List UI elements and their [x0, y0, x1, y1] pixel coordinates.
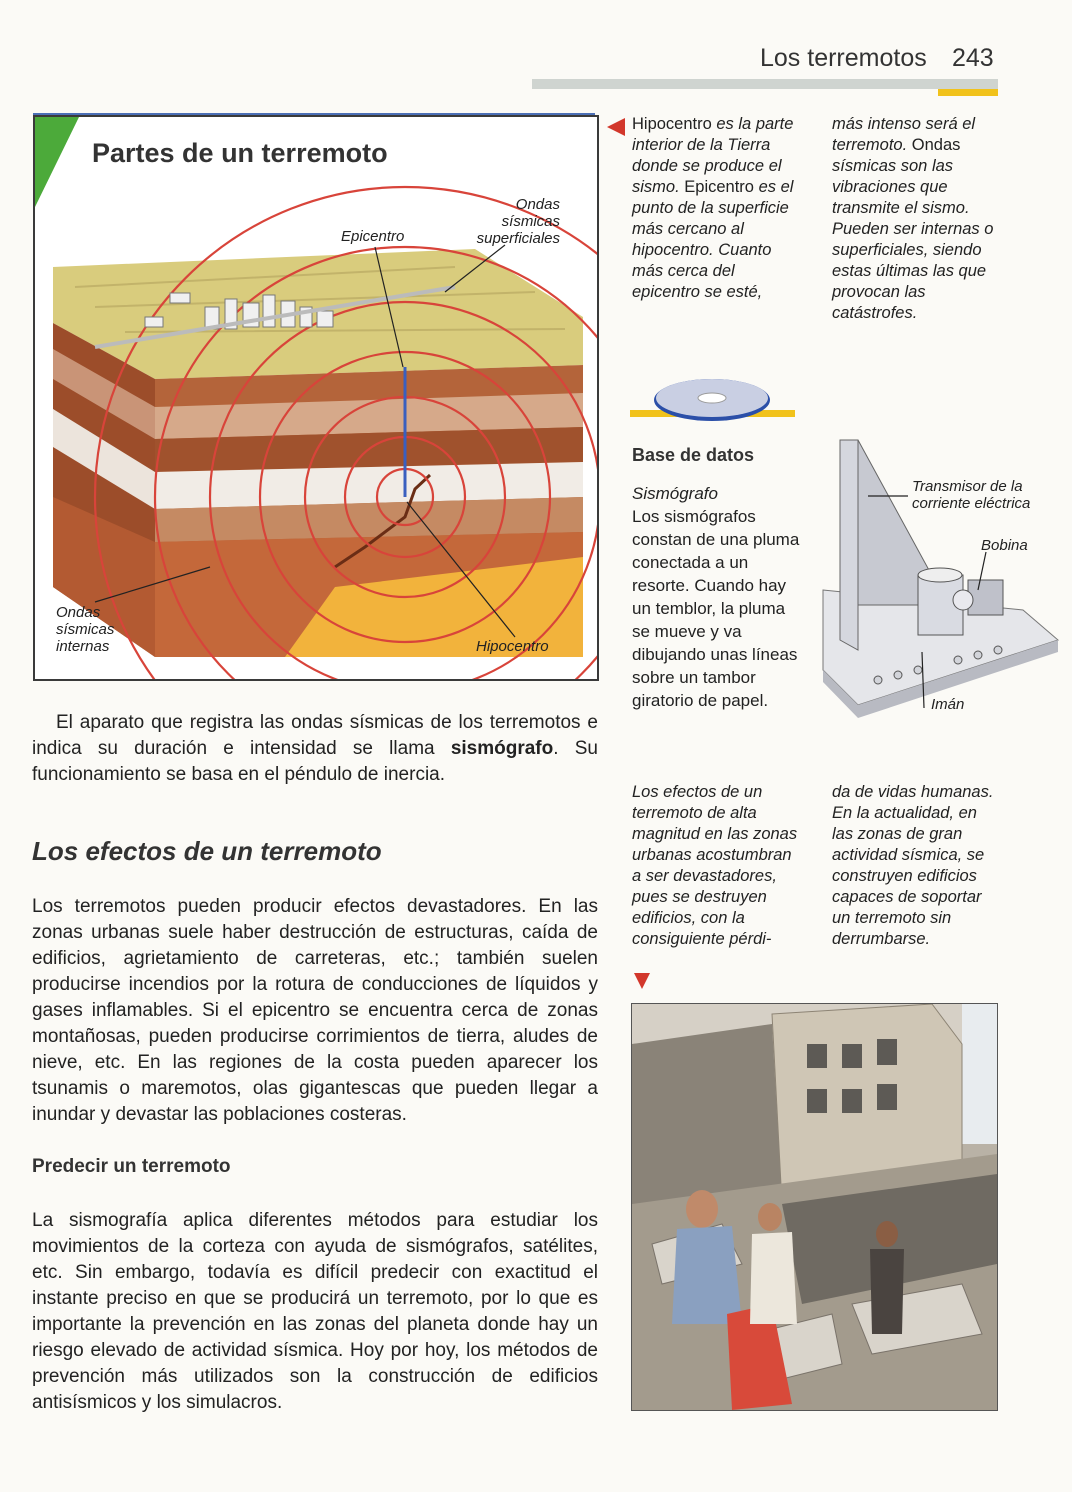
database-title: Base de datos	[632, 445, 755, 465]
database-term: Sismógrafo	[632, 484, 718, 503]
definition-column-1: Hipocentro es la parte interior de la Tierra donde se produce el sismo. Epicentro es el punto de la superficie más cercano al hipocentro. Cuanto más cerca del epicentro se esté,	[632, 115, 794, 301]
header-rule	[532, 79, 998, 89]
pointer-down-icon	[634, 973, 650, 989]
pointer-left-icon	[607, 118, 625, 136]
photo-caption-col1: Los efectos de un terremoto de alta magnitud en las zonas urbanas acostumbran a ser devastadores, pues se destruyen edificios, con la consiguiente pérdi-	[632, 783, 798, 948]
section-title: Los efectos de un terremoto	[32, 836, 382, 866]
label-transmitter: Transmisor de la corriente eléctrica	[912, 478, 1031, 512]
photo-caption-col2: da de vidas humanas. En la actualidad, en las zonas de gran actividad sísmica, se construyen edificios capaces de soportar un terremoto sin derrumbarse.	[832, 783, 994, 948]
cd-icon	[630, 376, 800, 436]
label-internal-waves: Ondas sísmicas internas	[56, 604, 115, 655]
predict-paragraph: La sismografía aplica diferentes métodos para estudiar los movimientos de la corteza con ayuda de sismógrafos, satélites, etc. Sin embargo, todavía es difícil predecir con exactitud el instante preciso en que se producirá un terremoto, por lo que es importante la prevención en las zonas del planeta donde hay un riesgo elevado de actividad sísmica. Hoy por hoy, los métodos de prevención más utilizados son la construcción de edificios antisísmicos y los simulacros.	[32, 1210, 598, 1413]
subsection-title: Predecir un terremoto	[32, 1156, 231, 1177]
label-surface-waves: Ondas sísmicas superficiales	[476, 196, 560, 247]
seismograph-illustration	[818, 430, 1063, 720]
page-number: 243	[952, 44, 994, 72]
intro-paragraph: El aparato que registra las ondas sísmicas de los terremotos e indica su duración e intensidad se llama sismógrafo. Su funcionamiento se basa en el péndulo de inercia.	[32, 712, 598, 785]
rubble-photo-illustration	[632, 1004, 997, 1410]
header-rule-accent	[938, 89, 998, 96]
definition-column-2: más intenso será el terremoto. Ondas sísmicas son las vibraciones que transmite el sismo. Pueden ser internas o superficiales, siendo estas últimas las que provocan las catástrofes.	[832, 115, 994, 322]
effects-paragraph: Los terremotos pueden producir efectos devastadores. En las zonas urbanas suele haber destrucción de estructuras, caída de edificios, agrietamiento de carreteras, etc.; también suelen producirse incendios por la rotura de conducciones de líquidos y gases inflamables. Si el epicentro se encuentra cerca de zonas montañosas, pueden producirse corrimientos de tierra, aludes de nieve, etc. En las regiones de la costa pueden aparecer los tsunamis o maremotos, olas gigantescas que pueden llegar a inundar y devastar las poblaciones costeras.	[32, 896, 598, 1125]
green-corner-accent	[35, 117, 79, 207]
label-hypocentre: Hipocentro	[476, 638, 549, 655]
label-epicentre: Epicentro	[341, 228, 405, 245]
label-magnet: Imán	[931, 696, 965, 713]
label-coil: Bobina	[981, 537, 1028, 554]
earthquake-damage-photo	[631, 1003, 998, 1411]
diagram-title: Partes de un terremoto	[92, 138, 388, 168]
running-header-title: Los terremotos	[760, 44, 927, 72]
database-text: Sismógrafo Los sismógrafos constan de una pluma conectada a un resorte. Cuando hay un temblor, la pluma se mueve y va dibujando unas líneas sobre un tambor giratorio de papel.	[632, 484, 800, 710]
